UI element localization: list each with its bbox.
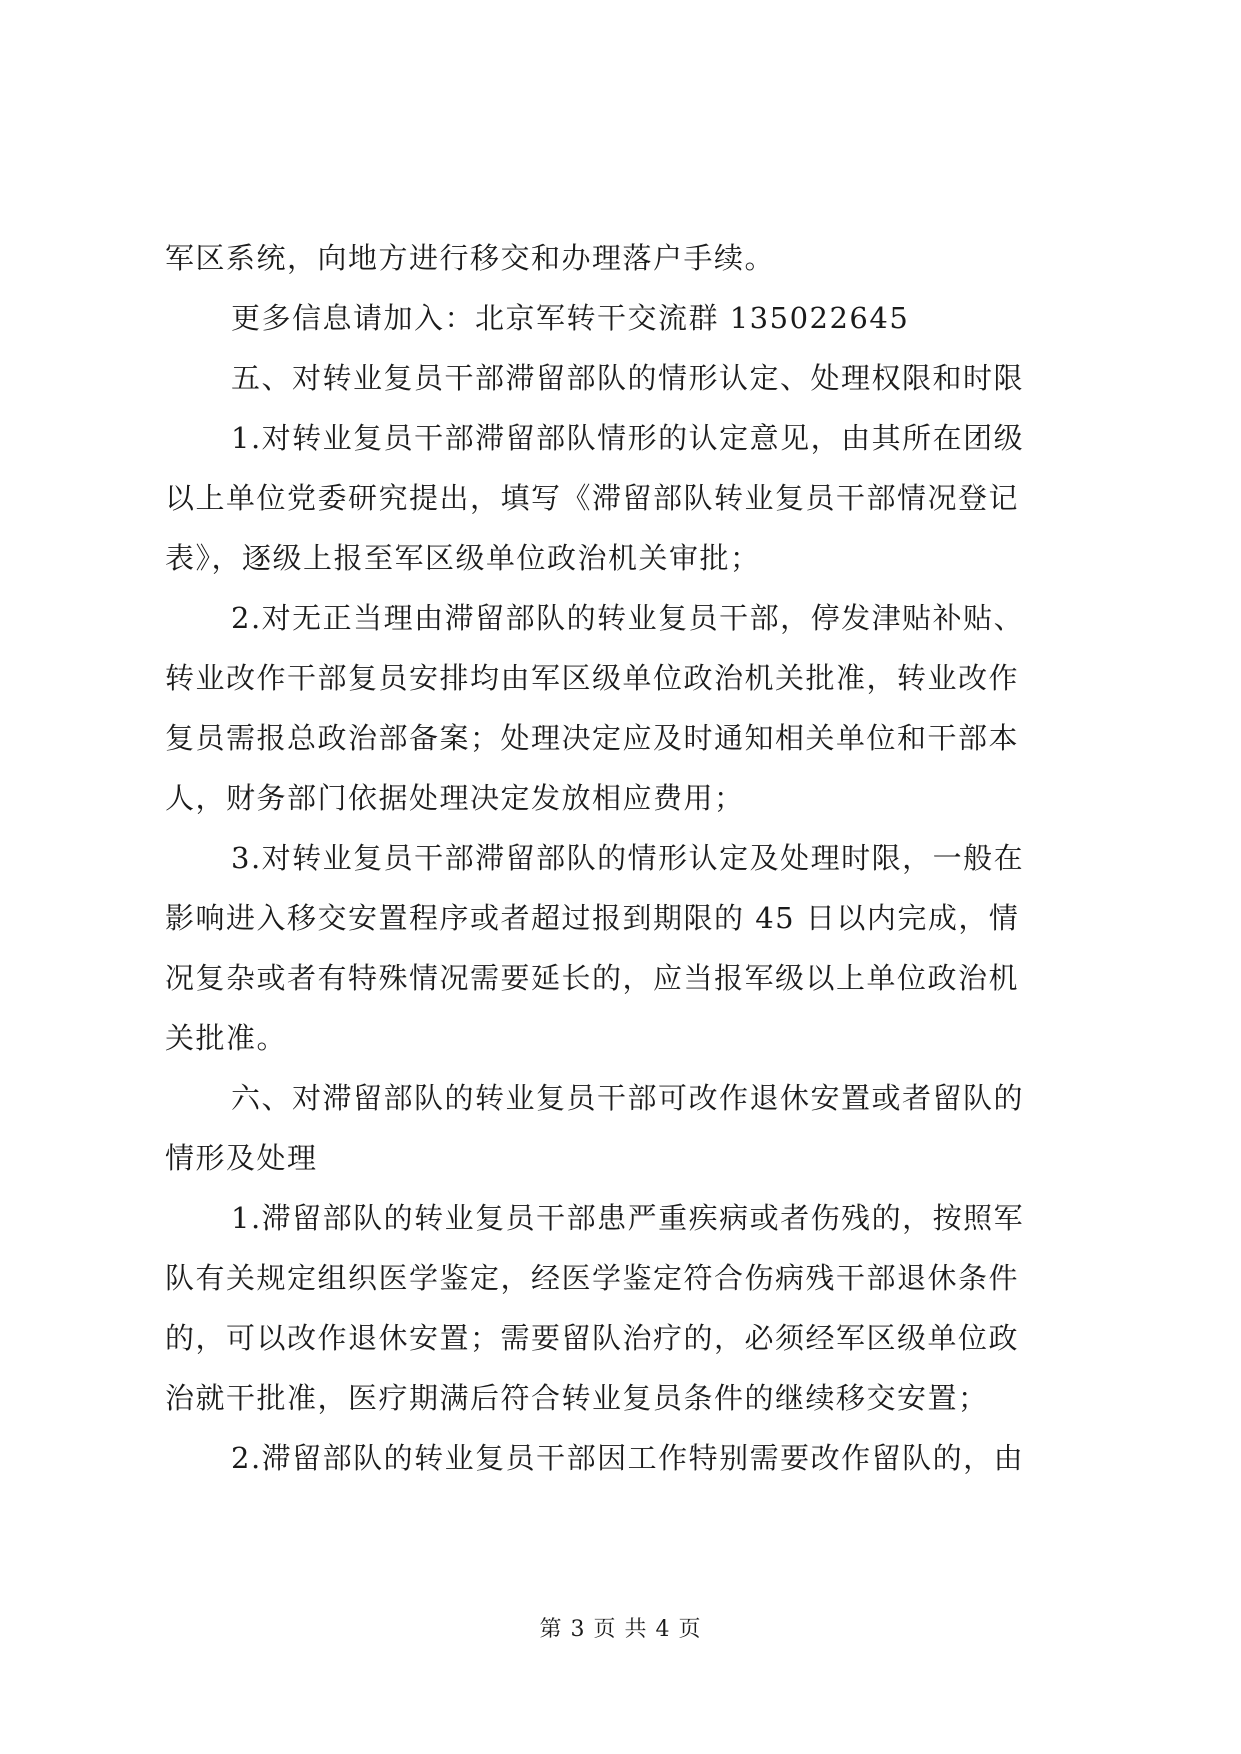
document-body bbox=[165, 228, 1075, 1488]
text-line: 关批准。 bbox=[165, 1021, 288, 1055]
section-heading: 六、对滞留部队的转业复员干部可改作退休安置或者留队的 bbox=[231, 1081, 1025, 1115]
text-line: 3.对转业复员干部滞留部队的情形认定及处理时限，一般在 bbox=[231, 841, 1025, 875]
text-line: 更多信息请加入：北京军转干交流群 135022645 bbox=[231, 301, 910, 335]
text-line: 复员需报总政治部备案；处理决定应及时通知相关单位和干部本 bbox=[165, 721, 1020, 755]
text-line: 2.对无正当理由滞留部队的转业复员干部，停发津贴补贴、 bbox=[231, 601, 1025, 635]
text-line: 队有关规定组织医学鉴定，经医学鉴定符合伤病残干部退休条件 bbox=[165, 1261, 1020, 1295]
text-line: 影响进入移交安置程序或者超过报到期限的 45 日以内完成，情 bbox=[165, 901, 1020, 935]
page-number: 第 3 页 共 4 页 bbox=[539, 1617, 702, 1642]
text-line: 人，财务部门依据处理决定发放相应费用； bbox=[165, 781, 745, 815]
text-line: 治就干批准，医疗期满后符合转业复员条件的继续移交安置； bbox=[165, 1381, 989, 1415]
text-line: 军区系统，向地方进行移交和办理落户手续。 bbox=[165, 241, 776, 275]
text-line: 况复杂或者有特殊情况需要延长的，应当报军级以上单位政治机 bbox=[165, 961, 1020, 995]
text-line: 2.滞留部队的转业复员干部因工作特别需要改作留队的，由 bbox=[231, 1441, 1025, 1475]
text-line: 转业改作干部复员安排均由军区级单位政治机关批准，转业改作 bbox=[165, 661, 1020, 695]
text-line: 的，可以改作退休安置；需要留队治疗的，必须经军区级单位政 bbox=[165, 1321, 1020, 1355]
section-heading: 五、对转业复员干部滞留部队的情形认定、处理权限和时限 bbox=[231, 361, 1025, 395]
text-line: 以上单位党委研究提出，填写《滞留部队转业复员干部情况登记 bbox=[165, 481, 1020, 515]
text-line: 表》，逐级上报至军区级单位政治机关审批； bbox=[165, 541, 761, 575]
text-line: 1.滞留部队的转业复员干部患严重疾病或者伤残的，按照军 bbox=[231, 1201, 1025, 1235]
page-footer bbox=[0, 1612, 1241, 1643]
section-heading: 情形及处理 bbox=[165, 1141, 318, 1175]
text-line: 1.对转业复员干部滞留部队情形的认定意见，由其所在团级 bbox=[231, 421, 1025, 455]
